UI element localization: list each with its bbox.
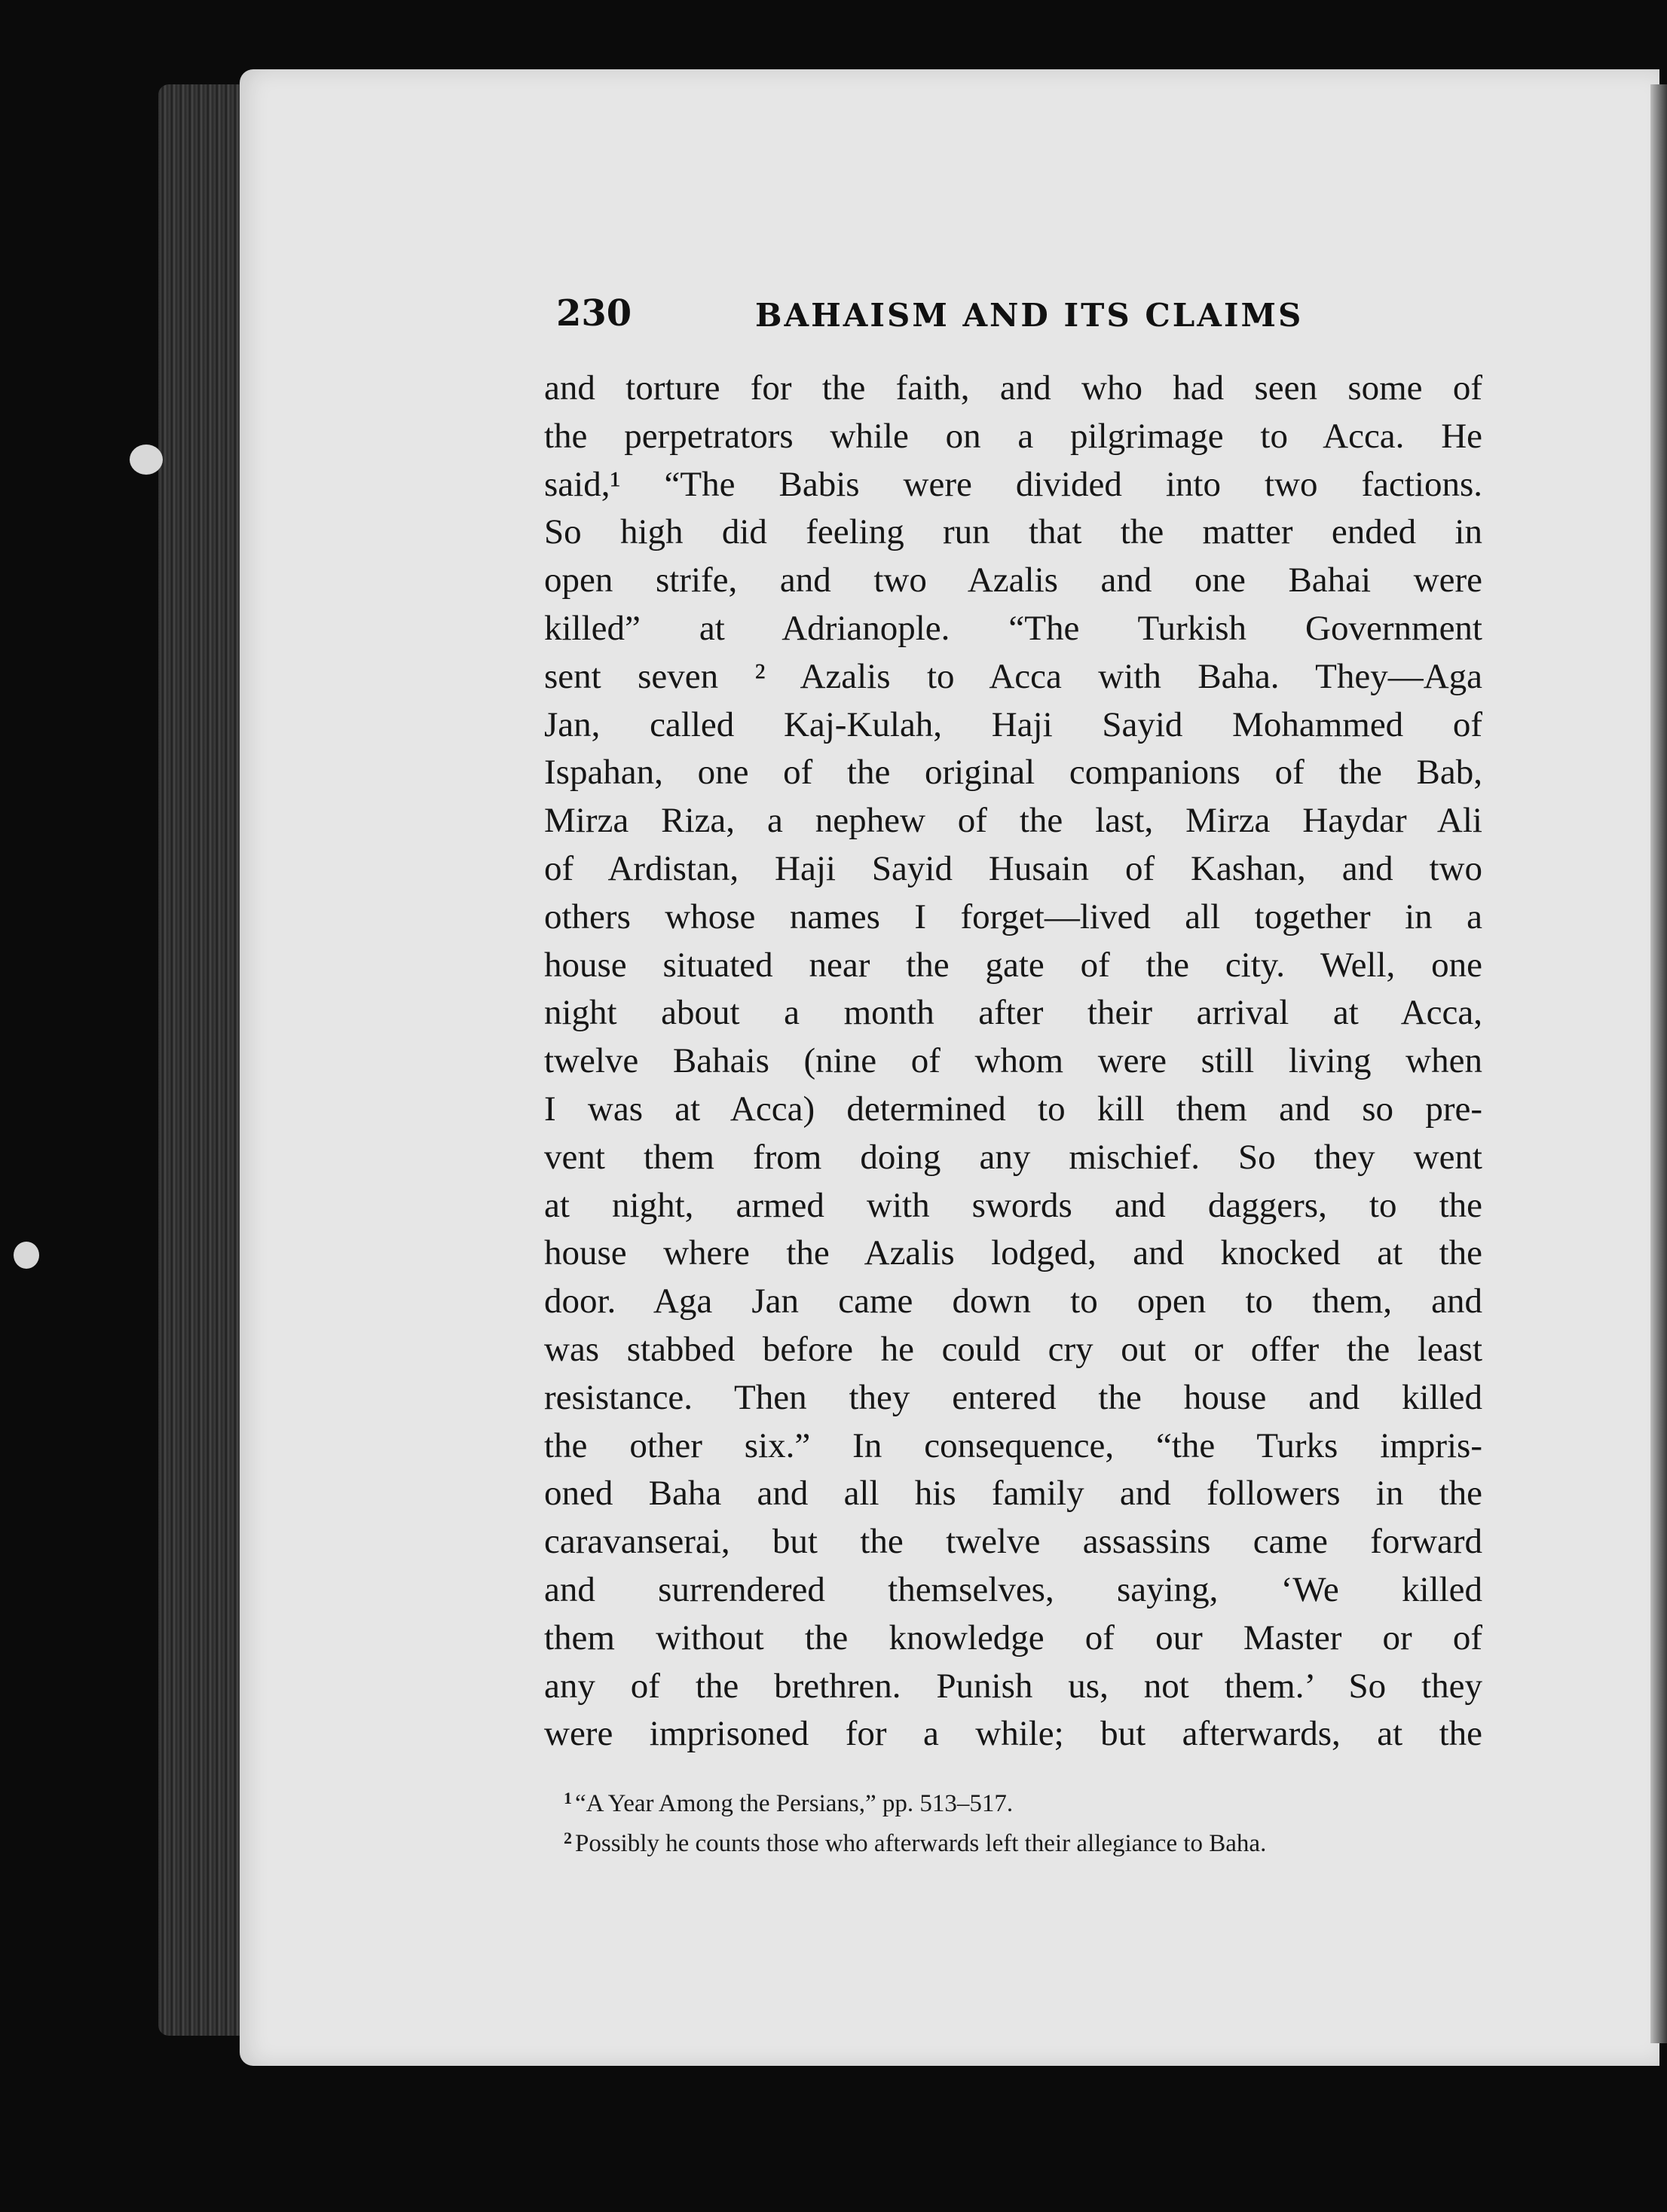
text-line: I was at Acca) determined to kill them and so pre-	[544, 1089, 1482, 1129]
footnote-text: Possibly he counts those who afterwards left their allegiance to Baha.	[575, 1830, 1267, 1857]
footnote-mark: 1	[564, 1789, 572, 1807]
running-header	[556, 292, 1310, 345]
text-line: and surrendered themselves, saying, ‘We killed	[544, 1569, 1482, 1609]
text-line: open strife, and two Azalis and one Bahai were	[544, 561, 1482, 600]
text-line: caravanserai, but the twelve assassins came forward	[544, 1522, 1482, 1562]
text-line: resistance. Then they entered the house and killed	[544, 1377, 1482, 1417]
text-line: Ispahan, one of the original companions of the Bab,	[544, 753, 1482, 793]
text-line: vent them from doing any mischief. So they went	[544, 1137, 1482, 1177]
text-line: them without the knowledge of our Master or of	[544, 1618, 1482, 1657]
text-line: oned Baha and all his family and followers in the	[544, 1474, 1482, 1514]
footnote	[564, 1781, 1461, 1821]
footnotes	[564, 1781, 1461, 1861]
text-line: sent seven ² Azalis to Acca with Baha. They—Aga	[544, 656, 1482, 696]
running-title: BAHAISM AND ITS CLAIMS	[755, 297, 1304, 334]
text-line: Jan, called Kaj-Kulah, Haji Sayid Mohammed of	[544, 704, 1482, 744]
text-line: any of the brethren. Punish us, not them.’ So they	[544, 1666, 1482, 1706]
footnote-mark: 2	[564, 1829, 572, 1847]
text-line: of Ardistan, Haji Sayid Husain of Kashan, and two	[544, 848, 1482, 888]
text-line: house where the Azalis lodged, and knocked at the	[544, 1233, 1482, 1273]
scan-speck	[14, 1242, 39, 1269]
text-line: killed” at Adrianople. “The Turkish Government	[544, 608, 1482, 648]
page-gutter-shadow	[1650, 84, 1667, 2043]
text-line: So high did feeling run that the matter ended in	[544, 512, 1482, 552]
text-line: was stabbed before he could cry out or offer the least	[544, 1329, 1482, 1369]
text-line: said,¹ “The Babis were divided into two factions.	[544, 464, 1482, 504]
text-line: door. Aga Jan came down to open to them, and	[544, 1282, 1482, 1321]
footnote-text: “A Year Among the Persians,” pp. 513–517.	[575, 1790, 1014, 1817]
body-text	[544, 365, 1482, 1758]
text-line: the perpetrators while on a pilgrimage to Acca. He	[544, 416, 1482, 456]
text-line: house situated near the gate of the city. Well, one	[544, 945, 1482, 985]
scan-speck	[130, 445, 163, 475]
text-line: others whose names I forget—lived all together in a	[544, 897, 1482, 936]
text-line: twelve Bahais (nine of whom were still living when	[544, 1041, 1482, 1081]
text-line: were imprisoned for a while; but afterwards, at the	[544, 1714, 1482, 1754]
footnote	[564, 1821, 1461, 1861]
page-number: 230	[556, 292, 632, 335]
text-line: at night, armed with swords and daggers, to the	[544, 1185, 1482, 1225]
text-line: and torture for the faith, and who had seen some of	[544, 368, 1482, 408]
text-line: the other six.” In consequence, “the Turks impris-	[544, 1425, 1482, 1465]
text-line: Mirza Riza, a nephew of the last, Mirza Haydar Ali	[544, 801, 1482, 841]
text-line: night about a month after their arrival at Acca,	[544, 993, 1482, 1033]
